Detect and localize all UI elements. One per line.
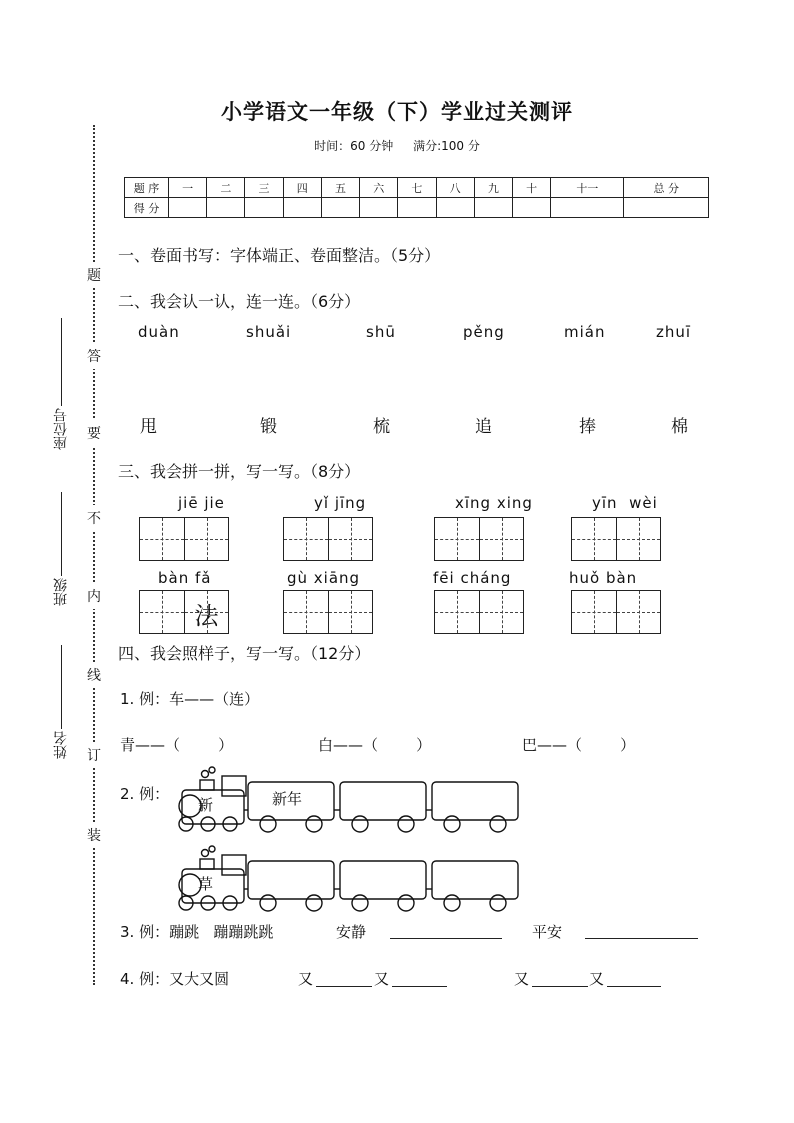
table-header-cell: 十一 [551, 178, 624, 198]
binding-char: 答 [82, 343, 106, 369]
score-cell[interactable] [512, 198, 550, 218]
pinyin-item: zhuī [656, 323, 692, 341]
table-header-cell: 四 [283, 178, 321, 198]
hanzi-item: 梳 [373, 417, 390, 437]
answer-blank[interactable] [390, 922, 502, 939]
score-cell[interactable] [398, 198, 436, 218]
name-line[interactable] [61, 645, 62, 729]
table-header-cell: 十 [512, 178, 550, 198]
page-title: 小学语文一年级（下）学业过关测评 [221, 100, 573, 124]
table-row-label: 得 分 [125, 198, 169, 218]
table-header-cell: 三 [245, 178, 283, 198]
sample-filled-char: 法 [194, 602, 219, 630]
table-header-cell: 总 分 [624, 178, 709, 198]
question-4: 四、我会照样子，写一写。（12分） [118, 644, 371, 663]
binding-char: 装 [82, 822, 106, 848]
train-illustration [172, 766, 542, 834]
car-word: 新年 [272, 790, 303, 808]
table-header-cell: 九 [474, 178, 512, 198]
hanzi-item: 棉 [671, 417, 688, 437]
example-2: 2. 例： [120, 785, 170, 803]
pinyin-item: mián [564, 323, 606, 341]
score-cell[interactable] [207, 198, 245, 218]
score-cell[interactable] [474, 198, 512, 218]
writing-grid[interactable] [139, 517, 229, 561]
writing-grid[interactable] [283, 517, 373, 561]
example-3-word: 平安 [532, 923, 563, 941]
time-limit: 时间：60 分钟 [314, 139, 394, 153]
pinyin-label: xīng xing [455, 494, 533, 512]
example-1: 1. 例：车——（连） [120, 690, 260, 708]
table-header-cell: 八 [436, 178, 474, 198]
exam-info [0, 137, 794, 154]
question-1: 一、卷面书写：字体端正、卷面整洁。（5分） [118, 246, 441, 265]
writing-grid[interactable] [283, 590, 373, 634]
example-3: 3. 例：蹦跳 蹦蹦跳跳 [120, 923, 274, 941]
table-row [125, 178, 709, 198]
table-header-cell: 二 [207, 178, 245, 198]
table-header-cell: 五 [321, 178, 359, 198]
train-car [248, 861, 334, 899]
table-header-cell: 七 [398, 178, 436, 198]
you-char: 又 [514, 970, 530, 988]
train-car [340, 782, 426, 820]
class-line[interactable] [61, 492, 62, 576]
table-header-cell: 一 [169, 178, 207, 198]
example-3-word: 安静 [336, 923, 367, 941]
score-cell[interactable] [436, 198, 474, 218]
engine-word: 草 [198, 875, 214, 893]
answer-item[interactable]: 巴——（ ） [522, 736, 636, 754]
writing-grid[interactable] [434, 517, 524, 561]
answer-blank[interactable] [607, 970, 661, 987]
score-cell[interactable] [321, 198, 359, 218]
class-field[interactable] [44, 492, 78, 606]
seat-number-field[interactable] [44, 318, 78, 450]
train-car [340, 861, 426, 899]
answer-blank[interactable] [316, 970, 372, 987]
you-char: 又 [589, 970, 605, 988]
pinyin-label: yīn wèi [592, 494, 658, 512]
binding-dotted-line [93, 125, 95, 985]
answer-blank[interactable] [392, 970, 447, 987]
pinyin-label: gù xiāng [287, 569, 361, 587]
score-table [124, 177, 709, 218]
train-illustration [172, 845, 542, 913]
binding-char: 订 [82, 742, 106, 768]
score-cell[interactable] [624, 198, 709, 218]
hanzi-item: 追 [475, 417, 492, 437]
pinyin-label: yǐ jīng [314, 494, 367, 512]
answer-item[interactable]: 青——（ ） [120, 736, 234, 754]
smoke-puff [209, 767, 215, 773]
binding-char: 内 [82, 583, 106, 609]
writing-grid[interactable] [571, 517, 661, 561]
train-car [432, 782, 518, 820]
seat-number-label: 座位号 [53, 408, 69, 450]
hanzi-item: 锻 [260, 417, 277, 437]
name-label: 姓名 [53, 731, 69, 759]
pinyin-label: huǒ bàn [569, 569, 638, 587]
score-cell[interactable] [551, 198, 624, 218]
binding-char: 线 [82, 662, 106, 688]
seat-number-line[interactable] [61, 318, 62, 406]
smoke-puff [202, 771, 209, 778]
class-label: 班级 [53, 578, 69, 606]
table-row [125, 198, 709, 218]
writing-grid[interactable] [139, 590, 229, 634]
example-4: 4. 例：又大又圆 [120, 970, 230, 988]
pinyin-item: shū [366, 323, 396, 341]
full-score: 满分:100 分 [413, 139, 480, 153]
binding-char: 要 [82, 420, 106, 446]
score-cell[interactable] [169, 198, 207, 218]
you-char: 又 [374, 970, 390, 988]
score-cell[interactable] [283, 198, 321, 218]
binding-char: 不 [82, 505, 106, 531]
cab [222, 776, 246, 796]
answer-blank[interactable] [532, 970, 588, 987]
answer-item[interactable]: 白——（ ） [318, 736, 432, 754]
score-cell[interactable] [245, 198, 283, 218]
hanzi-item: 甩 [140, 417, 157, 437]
pinyin-label: bàn fǎ [158, 569, 212, 587]
table-header-cell: 六 [360, 178, 398, 198]
chimney [200, 780, 214, 790]
writing-grid[interactable] [434, 590, 524, 634]
train-car [432, 861, 518, 899]
table-header-cell: 题 序 [125, 178, 169, 198]
pinyin-label: fēi cháng [433, 569, 512, 587]
pinyin-item: shuǎi [246, 323, 292, 341]
name-field[interactable] [44, 645, 78, 759]
pinyin-item: duàn [138, 323, 180, 341]
engine-word: 新 [198, 796, 214, 814]
hanzi-item: 捧 [579, 417, 596, 437]
pinyin-item: pěng [463, 323, 505, 341]
question-3: 三、我会拼一拼，写一写。（8分） [118, 462, 361, 481]
binding-char: 题 [82, 262, 106, 288]
writing-grid[interactable] [571, 590, 661, 634]
answer-blank[interactable] [585, 922, 698, 939]
score-cell[interactable] [360, 198, 398, 218]
pinyin-label: jiē jie [178, 494, 225, 512]
question-2: 二、我会认一认，连一连。（6分） [118, 292, 361, 311]
you-char: 又 [298, 970, 314, 988]
